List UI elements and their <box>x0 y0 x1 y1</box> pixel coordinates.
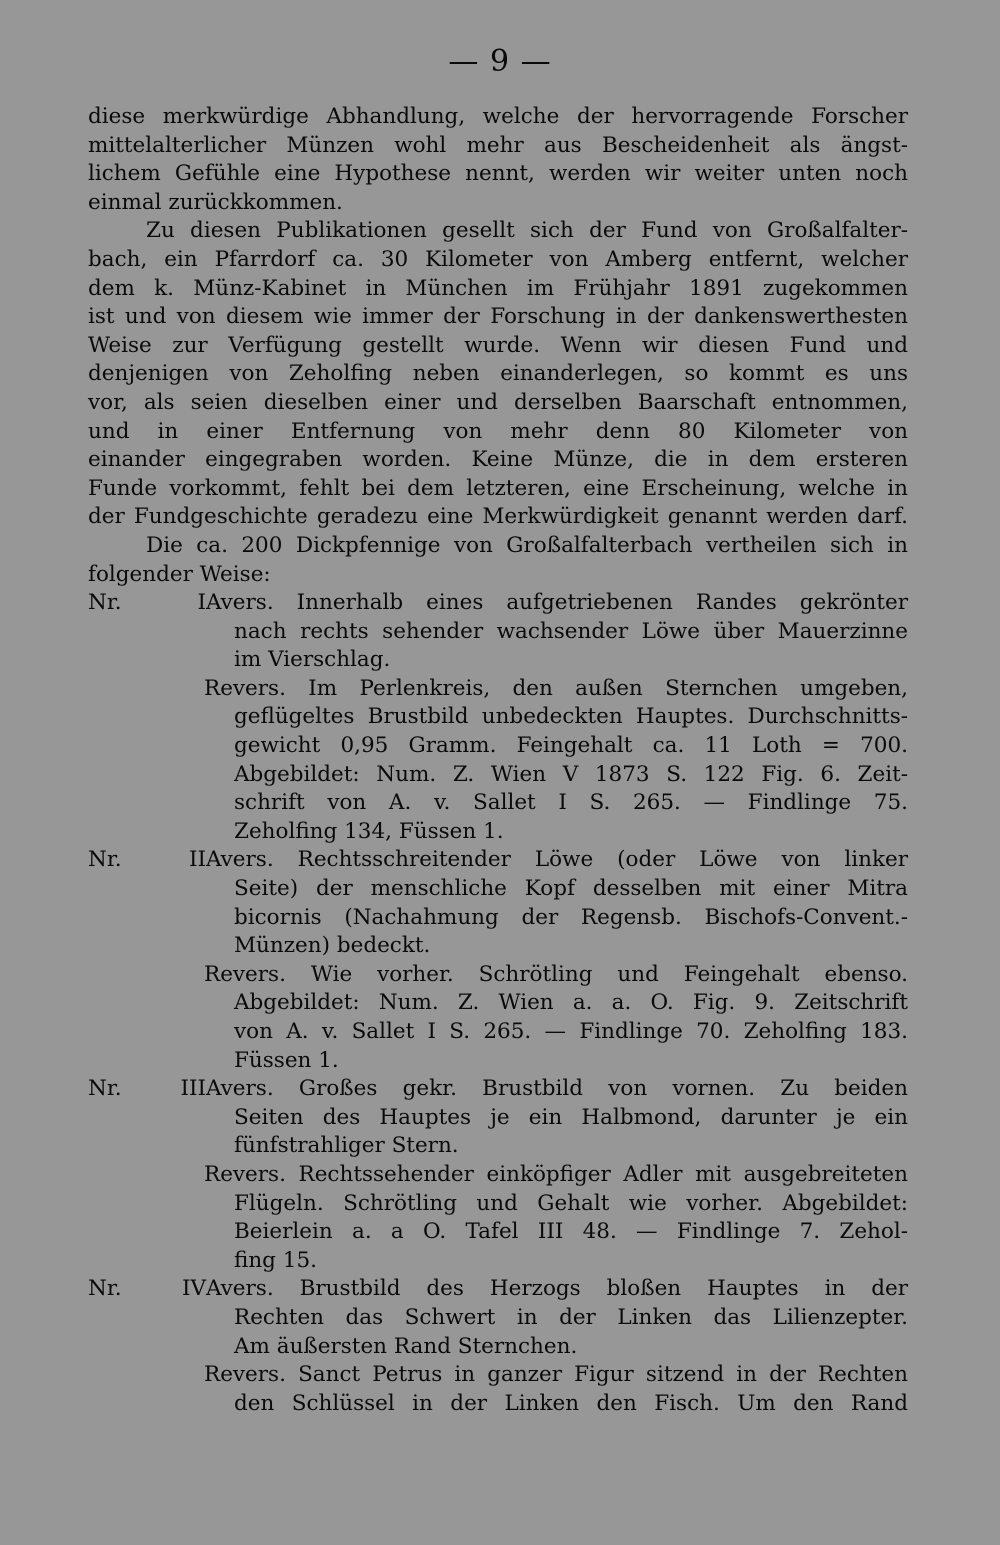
avers-text: Brustbild des Herzogs bloßen Hauptes in der <box>299 1276 908 1302</box>
entry-revers-line <box>88 961 908 990</box>
avers-text: Innerhalb eines aufgetriebenen Randes gekrönter <box>296 590 908 616</box>
avers-label: Avers. <box>206 1276 274 1302</box>
entry-revers-line: Füssen 1. <box>234 1047 339 1073</box>
entry-avers-line: Seiten des Hauptes je ein Halbmond, darunter je ein <box>234 1104 908 1130</box>
entry-revers-line: Abgebildet: Num. Z. Wien V 1873 S. 122 Fig. 6. Zeit- <box>234 761 908 787</box>
text-line: ist und von diesem wie immer der Forschung in der dankenswerthesten <box>88 304 908 330</box>
avers-label: Avers. <box>206 590 274 616</box>
text-line: einmal zurückkommen. <box>88 189 343 215</box>
revers-text: Im Perlenkreis, den außen Sternchen umgeben, <box>308 675 908 701</box>
entry-number: Nr. IV <box>88 1276 206 1302</box>
entry-revers-line: Beierlein a. a O. Tafel III 48. — Findlinge 7. Zehol- <box>234 1219 908 1245</box>
entry-avers-line <box>88 589 908 618</box>
revers-text: Wie vorher. Schrötling und Feingehalt ebenso. <box>310 961 908 987</box>
entry-number: Nr. III <box>88 1076 206 1102</box>
entry-number: Nr. I <box>88 590 206 616</box>
entry-revers-line: fing 15. <box>234 1247 317 1273</box>
entry-avers-line: im Vierschlag. <box>234 647 391 673</box>
text-line: bach, ein Pfarrdorf ca. 30 Kilometer von Amberg entfernt, welcher <box>88 246 908 272</box>
entry-avers-line: Rechten das Schwert in der Linken das Lilienzepter. <box>234 1304 908 1330</box>
text-line: lichem Gefühle eine Hypothese nennt, werden wir weiter unten noch <box>88 161 908 187</box>
entry-revers-line: schrift von A. v. Sallet I S. 265. — Findlinge 75. <box>234 790 908 816</box>
entry-avers-line <box>88 846 908 875</box>
revers-text: Rechtssehender einköpfiger Adler mit ausgebreiteten <box>298 1161 908 1187</box>
text-line: mittelalterlicher Münzen wohl mehr aus Bescheidenheit als ängst- <box>88 132 908 158</box>
entry-avers-line: nach rechts sehender wachsender Löwe über Mauerzinne <box>234 618 908 644</box>
entry-revers-line: Zeholfing 134, Füssen 1. <box>234 818 504 844</box>
text-line: und in einer Entfernung von mehr denn 80 Kilometer von <box>88 418 908 444</box>
avers-label: Avers. <box>206 847 274 873</box>
entry-number: Nr. II <box>88 847 206 873</box>
text-line: dem k. Münz-Kabinet in München im Frühjahr 1891 zugekommen <box>88 275 908 301</box>
entry-revers-line <box>88 675 908 704</box>
entry-revers-line: gewicht 0,95 Gramm. Feingehalt ca. 11 Loth = 700. <box>234 733 908 759</box>
text-line: Weise zur Verfügung gestellt wurde. Wenn wir diesen Fund und <box>88 332 908 358</box>
text-line: folgender Weise: <box>88 561 271 587</box>
revers-label: Revers. <box>204 1362 286 1388</box>
revers-label: Revers. <box>204 1161 286 1187</box>
entry-revers-line: geflügeltes Brustbild unbedeckten Hauptes. Durchschnitts- <box>234 704 908 730</box>
text-line: diese merkwürdige Abhandlung, welche der hervorragende Forscher <box>88 104 908 129</box>
text-line: denjenigen von Zeholfing neben einanderlegen, so kommt es uns <box>88 361 908 387</box>
text-line: der Fundgeschichte geradezu eine Merkwürdigkeit genannt werden darf. <box>88 504 908 530</box>
entry-revers-line: den Schlüssel in der Linken den Fisch. Um den Rand <box>234 1390 908 1416</box>
revers-label: Revers. <box>204 961 286 987</box>
text-line: vor, als seien dieselben einer und derselben Baarschaft entnommen, <box>88 389 908 415</box>
entry-revers-line <box>88 1361 908 1390</box>
text-line: Die ca. 200 Dickpfennige von Großalfalterbach vertheilen sich in <box>146 532 908 558</box>
avers-label: Avers. <box>206 1076 274 1102</box>
revers-text: Sanct Petrus in ganzer Figur sitzend in der Rechten <box>298 1362 908 1388</box>
entry-revers-line: von A. v. Sallet I S. 265. — Findlinge 70. Zeholfing 183. <box>234 1019 908 1044</box>
avers-text: Rechtsschreitender Löwe (oder Löwe von linker <box>297 847 908 873</box>
text-line: Funde vorkommt, fehlt bei dem letzteren, eine Erscheinung, welche in <box>88 475 908 501</box>
entry-avers-line: fünfstrahliger Stern. <box>234 1133 459 1159</box>
revers-label: Revers. <box>204 675 286 701</box>
entry-avers-line: Am äußersten Rand Sternchen. <box>234 1333 578 1359</box>
entry-avers-line <box>88 1075 908 1104</box>
entry-revers-line <box>88 1161 908 1190</box>
entry-avers-line: Münzen) bedeckt. <box>234 933 431 959</box>
entry-avers-line: Seite) der menschliche Kopf desselben mit einer Mitra <box>234 876 908 902</box>
entry-revers-line: Abgebildet: Num. Z. Wien a. a. O. Fig. 9. Zeitschrift <box>234 990 908 1016</box>
text-line: einander eingegraben worden. Keine Münze, die in dem ersteren <box>88 447 908 473</box>
entry-avers-line <box>88 1275 908 1304</box>
entry-revers-line: Flügeln. Schrötling und Gehalt wie vorher. Abgebildet: <box>234 1190 908 1216</box>
page-number: — 9 — <box>448 44 552 79</box>
entry-avers-line: bicornis (Nachahmung der Regensb. Bischofs-Convent.- <box>234 904 908 930</box>
text-line: Zu diesen Publikationen gesellt sich der Fund von Großalfalter- <box>146 218 908 244</box>
page-body <box>88 103 908 1418</box>
avers-text: Großes gekr. Brustbild von vornen. Zu beiden <box>298 1076 908 1102</box>
